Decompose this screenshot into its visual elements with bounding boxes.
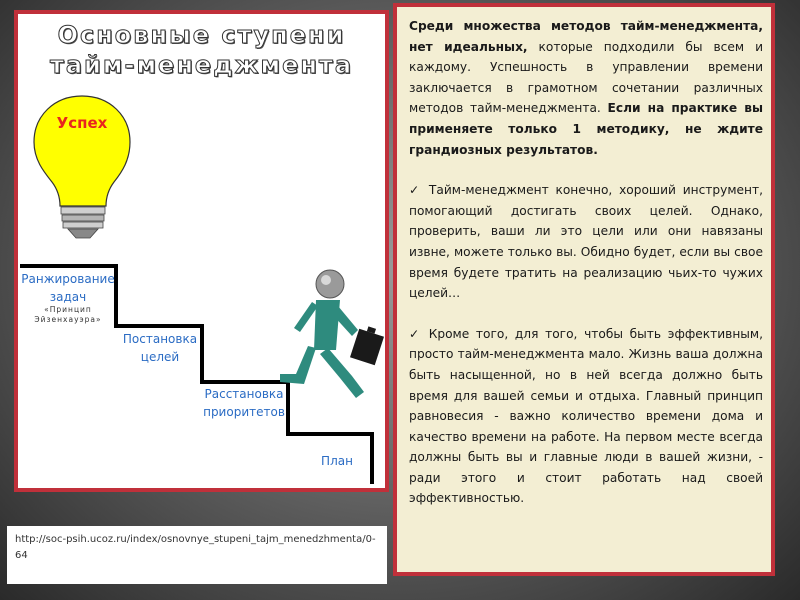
source-url-box — [7, 526, 387, 584]
step-4-line-1: План — [321, 454, 353, 468]
step-label-priorities — [196, 385, 292, 421]
step-note-eisenhower — [18, 305, 118, 325]
title-line-2: тайм-менеджмента — [49, 51, 354, 79]
paragraph-1-body: которые подходили бы всем и каждому. Успешность в управлении времени заключается в грамотном сочетании различных методов тайм-менеджмента. — [409, 39, 763, 116]
step-2-line-1: Постановка — [122, 332, 198, 346]
source-url: http://soc-psih.ucoz.ru/index/osnovnye_stupeni_tajm_menedzhmenta/0-64 — [15, 534, 376, 561]
step-3-line-2: приоритетов — [203, 405, 285, 419]
paragraph-1-bold-start: Среди множества методов тайм-менеджмента, нет идеальных, — [409, 19, 763, 54]
paragraph-1-bold-end: Если на практике вы применяете только 1 методику, не ждите грандиозных результатов. — [409, 101, 764, 157]
running-figure-icon — [280, 270, 384, 398]
illustration-panel — [14, 10, 389, 492]
step-1-note-1: «Принцип — [44, 305, 92, 314]
step-1-line-2: задач — [49, 290, 87, 304]
paragraph-2: ✓ Тайм-менеджмент конечно, хороший инструмент, помогающий достигать своих целей. Однако, проверить, ваши ли это цели или они навязаны извне, можете только вы. Обидно будет, если вы свое время будете тратить на реализацию чьих-то чужих целей… — [409, 183, 763, 301]
step-1-line-1: Ранжирование — [21, 272, 115, 286]
step-3-line-1: Расстановка — [204, 387, 284, 401]
step-label-goals — [114, 330, 206, 366]
step-label-plan — [302, 452, 372, 470]
step-1-note-2: Эйзенхауэра» — [34, 315, 102, 324]
title-line-1: Основные ступени — [57, 21, 346, 49]
paragraph-1 — [409, 16, 763, 160]
text-panel — [393, 3, 775, 576]
bulb-label-success: Успех — [56, 114, 108, 132]
step-2-line-2: целей — [140, 350, 180, 364]
paragraph-3: ✓ Кроме того, для того, чтобы быть эффективным, просто тайм-менеджмента мало. Жизнь ваша должна быть насыщенной, но в ней всегда должно быть время для вашей семьи и отдыха. Главный принцип равновесия - важно количество времени дома и качество времени на работе. На первом месте всегда должны быть вы и главные люди в вашей жизни, - ради этого и стоит работать над своей эффективностью. — [409, 326, 763, 506]
step-label-ranking — [18, 270, 118, 306]
illustration-title — [18, 20, 385, 80]
